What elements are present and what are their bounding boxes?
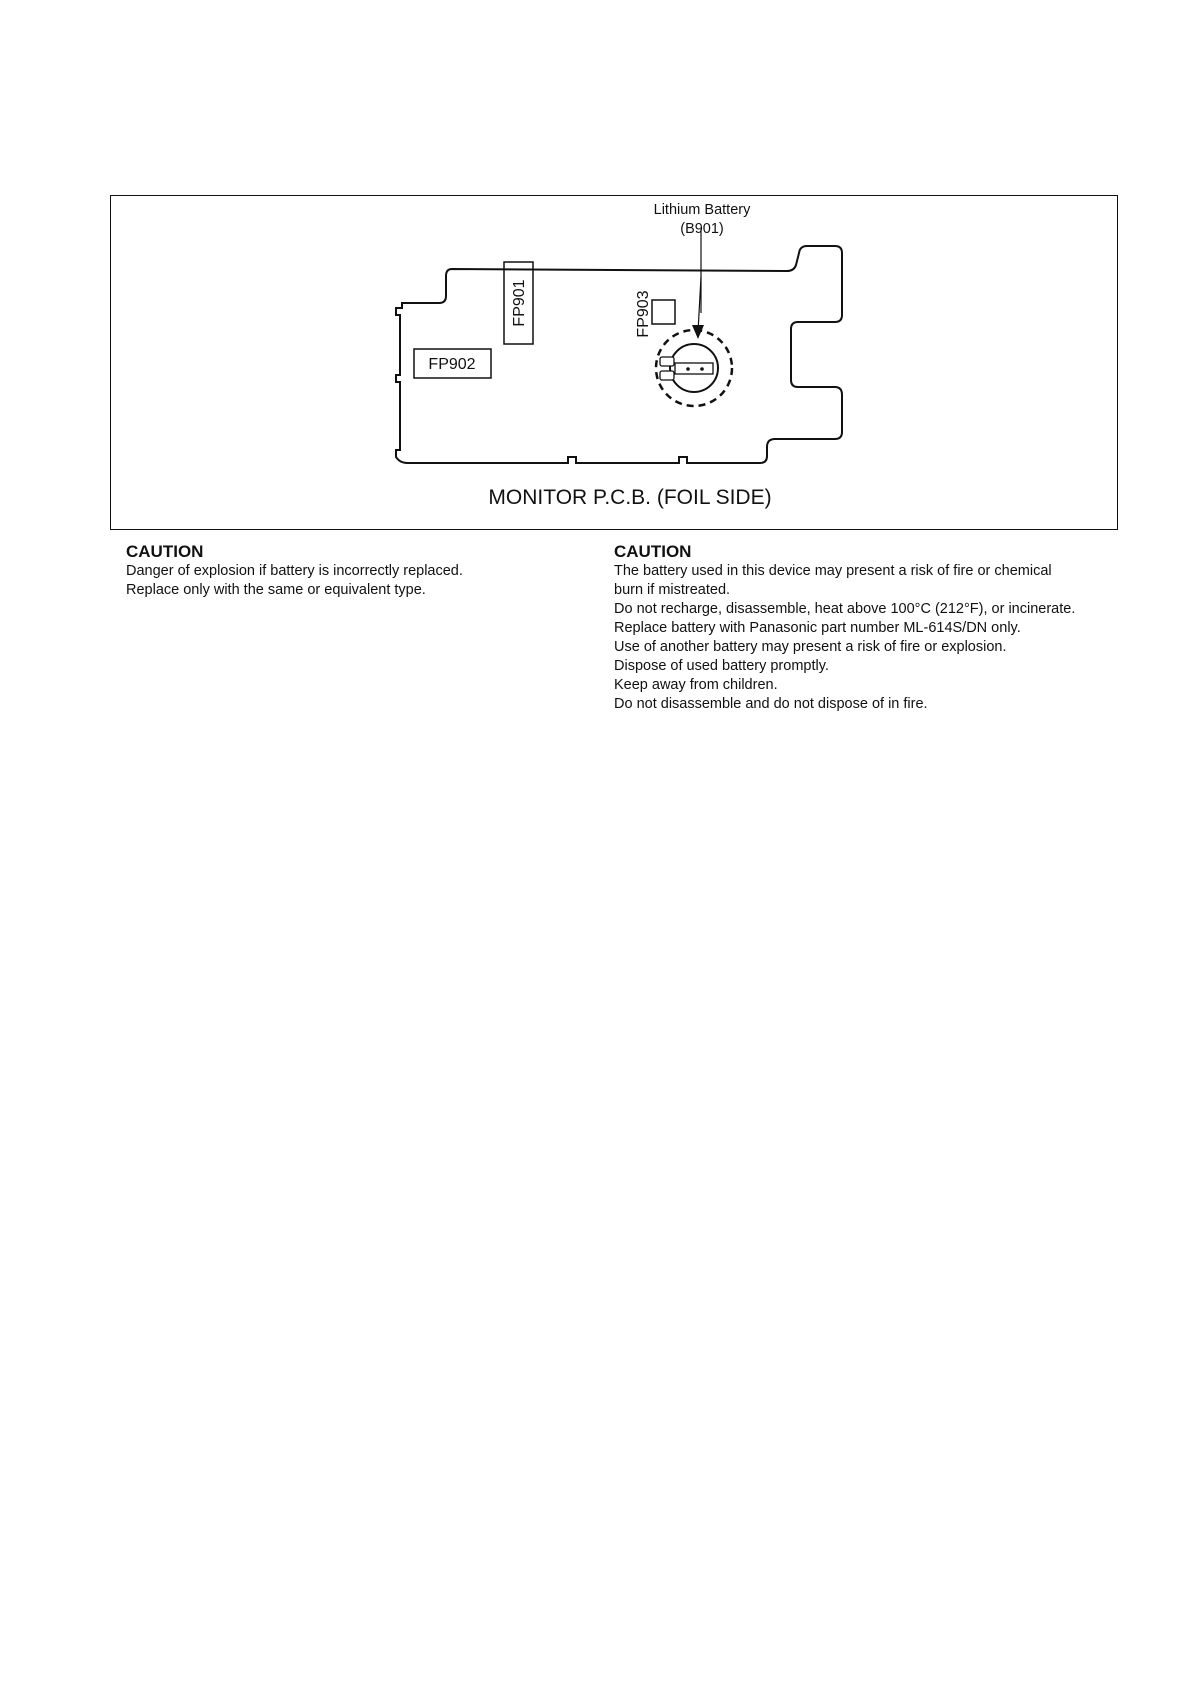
- pcb-board-shape: [452, 236, 856, 268]
- battery-terminal: [660, 371, 674, 380]
- caution-right: [614, 542, 1134, 714]
- pcb-board: [396, 246, 842, 463]
- fp903-label: FP903: [635, 290, 652, 338]
- callout-line1: Lithium Battery: [653, 202, 751, 218]
- fp901-label: FP901: [511, 279, 528, 327]
- battery-tab-dot: [700, 367, 704, 371]
- caution-right-line: Dispose of used battery promptly.: [614, 658, 829, 674]
- caution-left-line: Danger of explosion if battery is incorrectly replaced.: [126, 563, 463, 579]
- pcb-diagram: [110, 195, 1118, 530]
- caution-right-line: Keep away from children.: [614, 677, 778, 693]
- caution-right-line: Do not disassemble and do not dispose of in fire.: [614, 696, 928, 712]
- battery-tab: [675, 363, 713, 374]
- caution-right-line: Do not recharge, disassemble, heat above 100°C (212°F), or incinerate.: [614, 601, 1076, 617]
- battery-tab-dot: [686, 367, 690, 371]
- pcb-outline: [388, 267, 458, 281]
- fp903-pad: [652, 300, 675, 324]
- fp902-label: FP902: [428, 356, 476, 373]
- diagram-caption: MONITOR P.C.B. (FOIL SIDE): [488, 486, 772, 509]
- caution-right-heading: CAUTION: [614, 542, 692, 561]
- caution-right-line: The battery used in this device may present a risk of fire or chemical: [614, 563, 1052, 579]
- callout-arrowhead: [692, 325, 704, 339]
- caution-right-line: Use of another battery may present a risk of fire or explosion.: [614, 639, 1007, 655]
- caution-left: [126, 542, 596, 600]
- callout-line2: (B901): [680, 221, 724, 237]
- caution-left-heading: CAUTION: [126, 542, 204, 561]
- caution-right-line: Replace battery with Panasonic part number ML-614S/DN only.: [614, 620, 1021, 636]
- battery-terminal: [660, 357, 674, 366]
- caution-right-line: burn if mistreated.: [614, 582, 731, 598]
- caution-left-line: Replace only with the same or equivalent type.: [126, 582, 426, 598]
